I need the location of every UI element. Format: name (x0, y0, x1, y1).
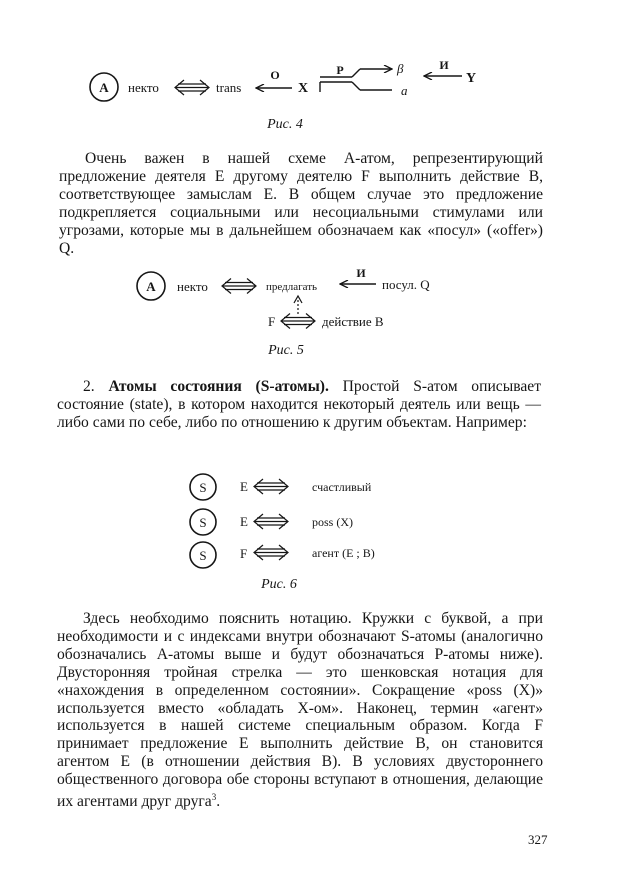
page-number: 327 (528, 832, 548, 847)
s-atom-predicate: poss (X) (312, 515, 353, 529)
s-atom-label: S (199, 548, 207, 563)
f-label-fig5: F (268, 314, 276, 329)
fork-arrow-icon (320, 69, 392, 92)
double-arrow-icon (175, 80, 209, 95)
s-atom-subject: E (240, 514, 248, 529)
s-atom-row (190, 542, 375, 568)
s-atom-row (190, 509, 353, 535)
notation-end: . (216, 793, 221, 811)
double-arrow-icon-fig5b (281, 314, 315, 329)
double-arrow-icon (254, 514, 288, 529)
s-atom-predicate: счастливый (312, 480, 372, 494)
double-arrow-icon-fig5 (222, 279, 256, 294)
s-atom-predicate: агент (E ; B) (312, 546, 375, 560)
paragraph-a-atom: Очень важен в нашей схеме А-атом, репрезентирующий предложение деятеля Е другому деятелю F выполнить действие B, соответствующее замыслам Е. В общем случае это предложение подкрепляется социальными или несоциальными стимулами или угрозами, которые мы в дальнейшем обозначаем как «посул» («offer») Q. (59, 150, 543, 257)
figure-6-caption: Рис. 6 (261, 577, 297, 592)
s-atom-row (190, 474, 372, 500)
s-atom-label: S (199, 515, 207, 530)
paragraph-notation (57, 610, 543, 811)
beta-label: β (397, 61, 404, 76)
s-atom-subject: E (240, 479, 248, 494)
section-number: 2. (83, 378, 95, 395)
a-atom-label-fig5: A (146, 279, 156, 294)
figure-5-caption: Рис. 5 (268, 343, 304, 358)
up-dashed-arrow-icon (294, 296, 302, 314)
section-text: Простой S-атом описывает состояние (state), в котором находится некоторый деятель или вещь — либо сами по себе, либо по отношению к другим объектам. Например: (57, 378, 542, 431)
i-label-fig5: И (356, 266, 366, 280)
paragraph-s-atoms (57, 378, 541, 432)
someone-label-fig5: некто (177, 279, 208, 294)
double-arrow-icon (254, 545, 288, 560)
offer-label: посул. Q (382, 277, 430, 292)
y-label: Y (466, 71, 477, 86)
notation-text: Здесь необходимо пояснить нотацию. Кружки с буквой, а при необходимости и с индексами внутри обозначают S-атомы (аналогично обозначались А-атомы выше и будут обозначаться Р-атомы ниже). Двусторонняя тройная стрелка — это шенковская нотация для «нахождения в определенном состоянии». Сокращение «poss (X)» используется вместо «обладать Х-ом». Наконец, термин «агент» используется в нашей системе специальным образом. Когда F принимает предложение Е выполнить действие B, он становится агентом Е (в отношении действия B). В условиях двустороннего общественного договора обе стороны вступают в отношения, делающие их агентами друг друга (57, 610, 543, 811)
someone-label: некто (128, 80, 159, 95)
x-label: X (298, 81, 309, 96)
propose-label: предлагать (266, 281, 318, 293)
o-label: O (270, 68, 280, 82)
section-heading: Атомы состояния (S-атомы). (108, 378, 329, 395)
s-atom-subject: F (240, 546, 248, 561)
i-label: И (439, 58, 449, 72)
s-atom-label: S (199, 480, 207, 495)
figure-4-caption: Рис. 4 (267, 117, 303, 132)
trans-label: trans (216, 80, 242, 95)
p-label: P (336, 63, 344, 77)
double-arrow-icon (254, 479, 288, 494)
action-label: действие B (322, 314, 384, 329)
footnote-mark: 3 (211, 792, 217, 803)
alpha-label: a (401, 83, 408, 98)
a-atom-label: A (99, 80, 109, 95)
